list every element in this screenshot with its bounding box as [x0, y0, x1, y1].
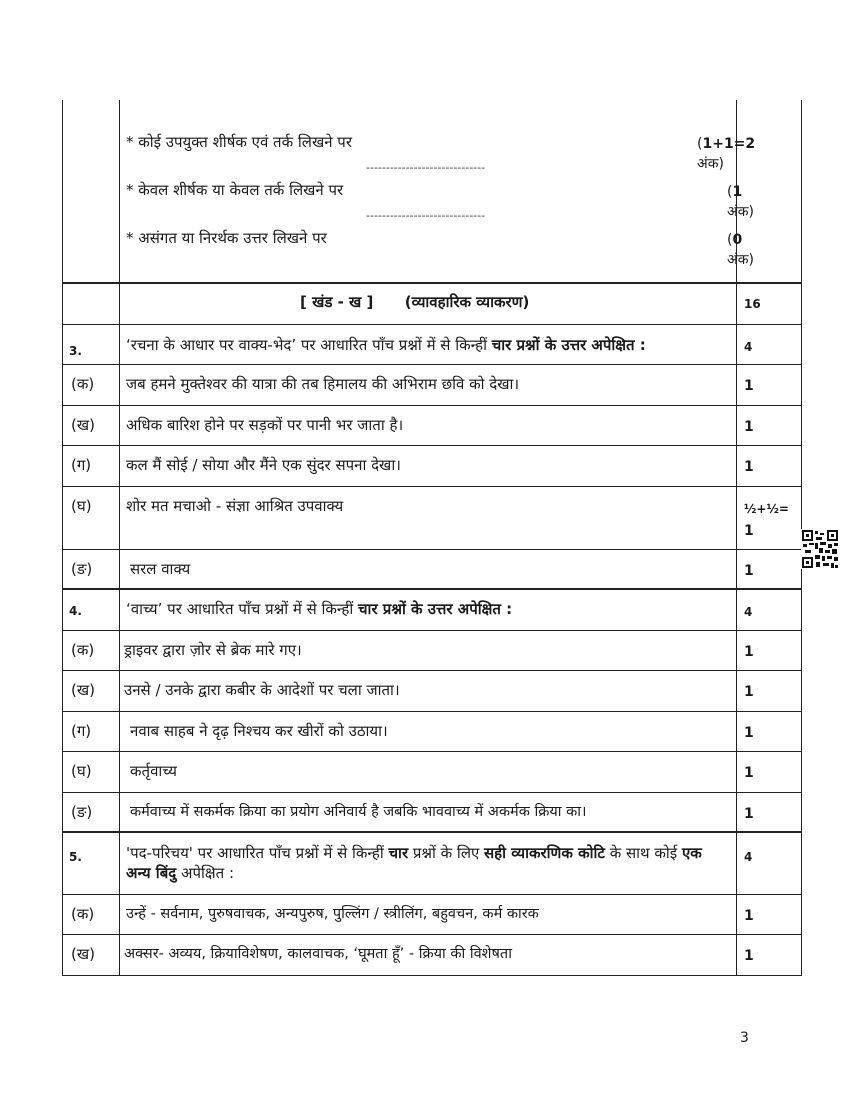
question-row: [63, 589, 802, 630]
question-marks: 4: [737, 589, 802, 630]
criteria-marks: (0 अंक): [727, 232, 754, 268]
answer-text: जब हमने मुक्तेश्वर की यात्रा की तब हिमालय की अभिराम छवि को देखा।: [120, 364, 737, 405]
answer-row: [63, 630, 802, 670]
question-number: 4.: [63, 589, 120, 630]
answer-row: [63, 549, 802, 589]
question-marks: 4: [737, 324, 802, 364]
answer-marks: 1: [737, 670, 802, 711]
part-label: (घ): [63, 486, 120, 549]
answer-marks: 1: [737, 751, 802, 792]
criteria-line: * कोई उपयुक्त शीर्षक एवं तर्क लिखने पर: [126, 133, 352, 151]
part-label: (ग): [63, 711, 120, 751]
answer-text: नवाब साहब ने दृढ़ निश्चय कर खीरों को उठाया।: [120, 711, 737, 751]
part-label: (ख): [63, 670, 120, 711]
question-number: 5.: [63, 832, 120, 894]
question-text: ‘रचना के आधार पर वाक्य-भेद’ पर आधारित पाँच प्रश्नों में से किन्हीं चार प्रश्नों के उत्तर अपेक्षित :: [120, 324, 737, 364]
answer-row: [63, 792, 802, 832]
answer-marks: 1: [737, 894, 802, 934]
answer-row: [63, 711, 802, 751]
part-label: (ख): [63, 934, 120, 975]
separator: ------------------------------: [366, 209, 486, 222]
answer-row: [63, 405, 802, 445]
part-label: (ङ): [63, 792, 120, 832]
answer-marks: 1: [737, 630, 802, 670]
part-label: (क): [63, 364, 120, 405]
part-label: (ख): [63, 405, 120, 445]
criteria-marks: (1 अंक): [727, 184, 754, 220]
answer-text: शोर मत मचाओ - संज्ञा आश्रित उपवाक्य: [120, 486, 737, 549]
criteria-marks: (1+1=2 अंक): [697, 136, 756, 172]
criteria-block: [120, 100, 756, 282]
answer-text: अक्सर- अव्यय, क्रियाविशेषण, कालवाचक, ‘घूमता हूँ’ - क्रिया की विशेषता: [120, 934, 737, 975]
answer-row: [63, 751, 802, 792]
answer-marks: 1: [737, 549, 802, 589]
answer-text: ड्राइवर द्वारा ज़ोर से ब्रेक मारे गए।: [120, 630, 737, 670]
answer-marks: 1: [737, 445, 802, 486]
part-label: (घ): [63, 751, 120, 792]
part-label: (क): [63, 630, 120, 670]
question-number: 3.: [63, 324, 120, 364]
section-title: [ खंड - ख ]: [300, 293, 374, 311]
answer-marks: 1: [737, 792, 802, 832]
answer-row: [63, 445, 802, 486]
answer-text: कर्मवाच्य में सकर्मक क्रिया का प्रयोग अनिवार्य है जबकि भाववाच्य में अकर्मक क्रिया का।: [120, 792, 737, 832]
question-text: 'पद-परिचय' पर आधारित पाँच प्रश्नों में से किन्हीं चार प्रश्नों के लिए सही व्याकरणिक कोटि के साथ कोई एक अन्य बिंदु अपेक्षित :: [120, 832, 737, 894]
question-text: ‘वाच्य’ पर आधारित पाँच प्रश्नों में से किन्हीं चार प्रश्नों के उत्तर अपेक्षित :: [120, 589, 737, 630]
answer-text: उन्हें - सर्वनाम, पुरुषवाचक, अन्यपुरुष, पुल्लिंग / स्त्रीलिंग, बहुवचन, कर्म कारक: [120, 894, 737, 934]
answer-row: [63, 486, 802, 549]
section-subtitle: (व्यावहारिक व्याकरण): [404, 293, 530, 311]
answer-row: [63, 364, 802, 405]
separator: ------------------------------: [366, 161, 486, 174]
question-row: [63, 324, 802, 364]
answer-text: सरल वाक्य: [120, 549, 737, 589]
question-row: [63, 832, 802, 894]
answer-marks: 1: [737, 711, 802, 751]
part-label: (ग): [63, 445, 120, 486]
answer-marks: 1: [737, 405, 802, 445]
answer-text: कर्तृवाच्य: [120, 751, 737, 792]
answer-text: कल मैं सोई / सोया और मैंने एक सुंदर सपना देखा।: [120, 445, 737, 486]
question-marks: 4: [737, 832, 802, 894]
answer-marks: 1: [737, 364, 802, 405]
page-number: 3: [740, 1030, 749, 1046]
criteria-line: * केवल शीर्षक या केवल तर्क लिखने पर: [126, 181, 344, 199]
answer-row: [63, 670, 802, 711]
section-marks: 16: [737, 283, 802, 324]
criteria-line: * असंगत या निरर्थक उत्तर लिखने पर: [126, 229, 327, 247]
answer-marks: ½+½= 1: [737, 486, 802, 549]
part-label: (क): [63, 894, 120, 934]
section-header-row: [63, 283, 802, 324]
criteria-row: [63, 100, 802, 283]
qr-code-icon: [801, 529, 839, 569]
marking-scheme-table: [62, 100, 802, 976]
answer-row: [63, 894, 802, 934]
answer-text: उनसे / उनके द्वारा कबीर के आदेशों पर चला जाता।: [120, 670, 737, 711]
part-label: (ङ): [63, 549, 120, 589]
answer-row: [63, 934, 802, 975]
answer-marks: 1: [737, 934, 802, 975]
answer-text: अधिक बारिश होने पर सड़कों पर पानी भर जाता है।: [120, 405, 737, 445]
